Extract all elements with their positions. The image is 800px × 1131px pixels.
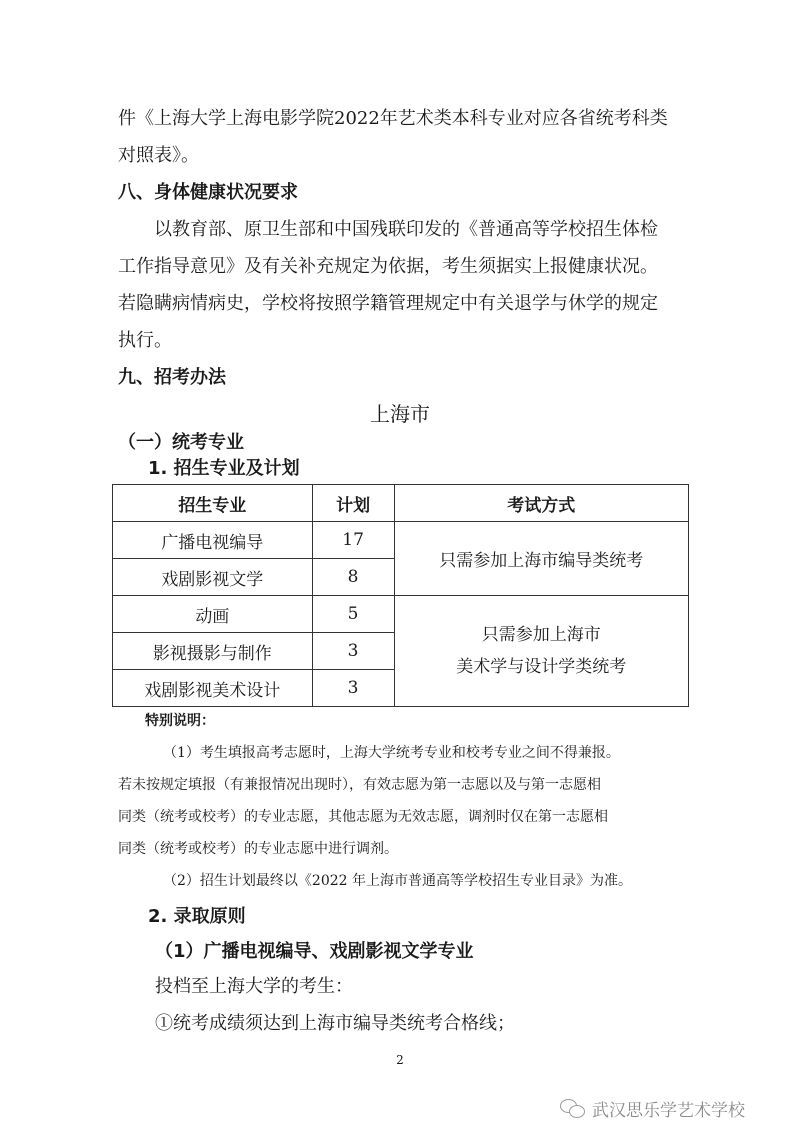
header-plan: 计划	[312, 485, 394, 522]
method-b-line-2: 美术学与设计学类统考	[456, 657, 627, 677]
major-cell: 动画	[113, 596, 313, 633]
section-8-paragraph-line-4: 执行。	[118, 330, 172, 351]
admission-paragraph-1: 投档至上海大学的考生：	[155, 976, 353, 997]
method-cell-a: 只需参加上海市编导类统考	[394, 522, 688, 596]
subsection-1-heading: （一）统考专业	[118, 432, 244, 453]
watermark-text: 武汉思乐学艺术学校	[592, 1101, 745, 1121]
table-row	[113, 596, 689, 633]
section-8-paragraph-line-1: 以教育部、原卫生部和中国残联印发的《普通高等学校招生体检	[154, 219, 658, 240]
note-1-line-1: （1）考生填报高考志愿时，上海大学统考专业和校考专业之间不得兼报。	[163, 745, 620, 761]
admission-heading: 2. 录取原则	[148, 906, 246, 927]
method-cell-b	[394, 596, 688, 707]
major-cell: 戏剧影视美术设计	[113, 670, 313, 707]
note-2: （2）招生计划最终以《2022 年上海市普通高等学校招生专业目录》为准。	[163, 873, 632, 889]
notes-title: 特别说明：	[145, 713, 215, 729]
header-major: 招生专业	[113, 485, 313, 522]
note-1-line-3: 同类（统考或校考）的专业志愿，其他志愿为无效志愿，调剂时仅在第一志愿相	[118, 809, 608, 825]
section-8-paragraph-line-2: 工作指导意见》及有关补充规定为依据，考生须据实上报健康状况。	[118, 256, 658, 277]
plan-cell: 8	[312, 559, 394, 596]
table-row	[113, 522, 689, 559]
intro-line-2: 对照表》。	[118, 145, 199, 166]
major-cell: 影视摄影与制作	[113, 633, 313, 670]
admission-subheading: （1）广播电视编导、戏剧影视文学专业	[155, 941, 474, 962]
watermark	[560, 1096, 745, 1121]
section-8-heading: 八、身体健康状况要求	[118, 182, 298, 203]
note-1-line-2: 若未按规定填报（有兼报情况出现时），有效志愿为第一志愿以及与第一志愿相	[118, 777, 601, 793]
section-9-heading: 九、招考办法	[118, 367, 226, 388]
header-method: 考试方式	[394, 485, 688, 522]
method-b-line-1: 只需参加上海市	[481, 625, 601, 645]
intro-line-1: 件《上海大学上海电影学院2022年艺术类本科专业对应各省统考科类	[118, 108, 668, 129]
plan-cell: 3	[312, 670, 394, 707]
admission-paragraph-2: ①统考成绩须达到上海市编导类统考合格线；	[155, 1013, 515, 1034]
plan-cell: 5	[312, 596, 394, 633]
plan-cell: 3	[312, 633, 394, 670]
page-number: 2	[396, 1053, 404, 1067]
plan-cell: 17	[312, 522, 394, 559]
note-1-line-4: 同类（统考或校考）的专业志愿中进行调剂。	[118, 841, 398, 857]
major-cell: 广播电视编导	[113, 522, 313, 559]
city-title: 上海市	[370, 402, 430, 426]
table-header-row	[113, 485, 689, 522]
section-8-paragraph-line-3: 若隐瞒病情病史，学校将按照学籍管理规定中有关退学与休学的规定	[118, 293, 658, 314]
major-cell: 戏剧影视文学	[113, 559, 313, 596]
subsection-1-1-heading: 1. 招生专业及计划	[148, 458, 300, 479]
enrollment-plan-table	[112, 484, 689, 707]
wechat-icon	[560, 1099, 586, 1119]
